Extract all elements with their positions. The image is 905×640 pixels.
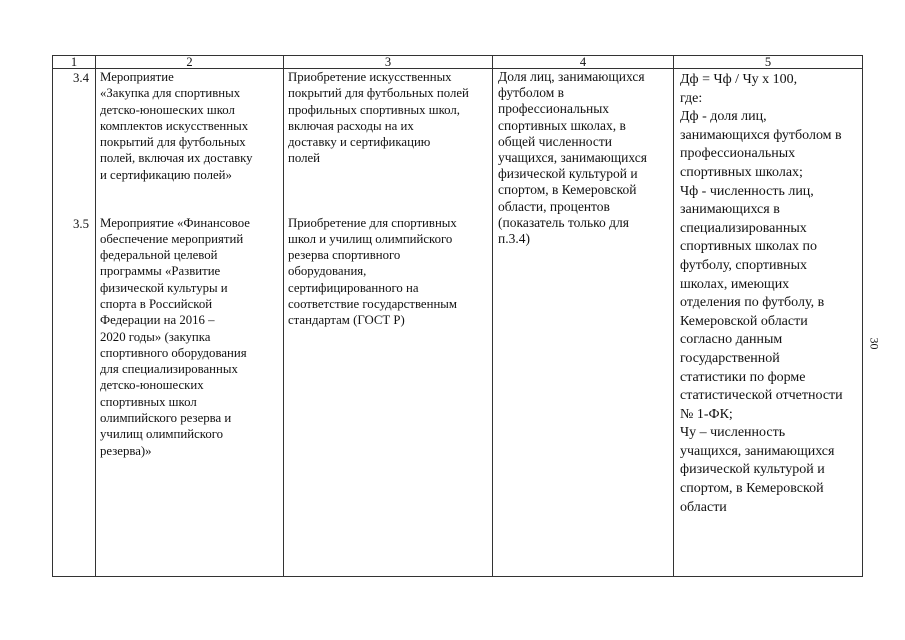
- header-col-2: 2: [96, 56, 284, 69]
- measure-cell: Мероприятие «Финансовое обеспечение мероприятий федеральной целевой программы «Развитие физической культуры и спорта в Российской Федерации на 2016 – 2020 годы» (закупка спортивного оборудования для специализированных детско-юношеских спортивных школ олимпийского резерва и училищ олимпийского резерва)»: [96, 215, 284, 577]
- header-col-3: 3: [284, 56, 493, 69]
- formula-cell: Дф = Чф / Чу х 100, где: Дф - доля лиц, занимающихся футболом в профессиональных спортивных школах; Чф - численность лиц, занимающихся в специализированных спортивных школах по футболу, спортивных школах, имеющих отделения по футболу, в Кемеровской области согласно данным государственной статистики по форме статистической отчетности № 1-ФК; Чу – численность учащихся, занимающихся физической культурой и спортом, в Кемеровской области: [674, 69, 863, 577]
- row-number: 3.4: [73, 71, 89, 85]
- purpose-cell: Приобретение для спортивных школ и училищ олимпийского резерва спортивного оборудования, сертифицированного на соответствие государственным стандартам (ГОСТ Р): [284, 215, 493, 577]
- purpose-cell: Приобретение искусственных покрытий для футбольных полей профильных спортивных школ, включая расходы на их доставку и сертификацию полей: [284, 69, 493, 215]
- indicator-cell: Доля лиц, занимающихся футболом в профессиональных спортивных школах, в общей численности учащихся, занимающихся физической культурой и спортом, в Кемеровской области, процентов (показатель только для п.3.4): [493, 69, 674, 577]
- header-col-5: 5: [674, 56, 863, 69]
- row-number-cell: [53, 215, 96, 577]
- measures-table: [52, 55, 863, 577]
- row-number-cell: [53, 69, 96, 215]
- header-col-4: 4: [493, 56, 674, 69]
- header-row: [53, 56, 863, 69]
- page-number: 30: [867, 337, 882, 350]
- measure-cell: Мероприятие «Закупка для спортивных детско-юношеских школ комплектов искусственных покрытий для футбольных полей, включая их доставку и сертификацию полей»: [96, 69, 284, 215]
- table-row: [53, 69, 863, 215]
- row-number: 3.5: [73, 216, 89, 231]
- header-col-1: 1: [53, 56, 96, 69]
